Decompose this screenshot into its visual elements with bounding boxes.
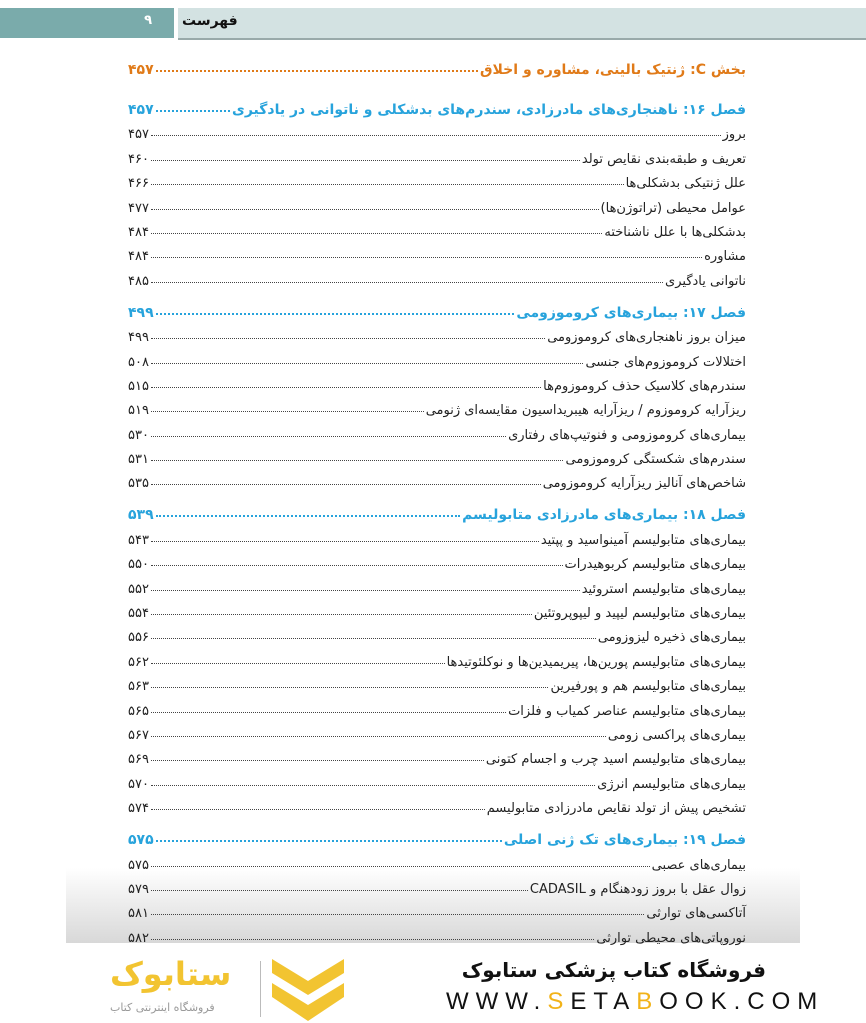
dot-leader xyxy=(151,712,506,713)
dot-leader xyxy=(151,614,532,615)
toc-entry[interactable] xyxy=(128,191,746,215)
toc-entry-page: ۵۱۵ xyxy=(128,378,149,394)
toc-entry-title: بدشکلی‌ها با علل ناشناخته xyxy=(604,224,746,240)
toc-entry-title: بیماری‌های متابولیسم عناصر کمیاب و فلزات xyxy=(508,703,746,719)
toc-entry[interactable] xyxy=(128,264,746,288)
toc-entry[interactable] xyxy=(128,216,746,240)
toc-entry-page: ۵۵۰ xyxy=(128,557,149,573)
logo-subtitle: فروشگاه اینترنتی کتاب xyxy=(110,1001,215,1014)
logo-divider xyxy=(260,961,261,1017)
dot-leader xyxy=(151,687,549,688)
toc-entry[interactable] xyxy=(128,240,746,264)
toc-entry-page: ۵۴۳ xyxy=(128,532,149,548)
toc-entry[interactable] xyxy=(128,597,746,621)
toc-entry-title: نوروپاتی‌های محیطی توارثی xyxy=(596,930,746,946)
toc-entry-page: ۴۶۶ xyxy=(128,176,149,192)
table-of-contents xyxy=(128,52,746,946)
toc-entry-title: سندرم‌های شکستگی کروموزومی xyxy=(565,452,746,468)
toc-entry[interactable] xyxy=(128,645,746,669)
toc-entry-title: زوال عقل با بروز زودهنگام و CADASIL xyxy=(529,881,746,897)
toc-entry-title: بیماری‌های متابولیسم پورین‌ها، پیریمیدین‌ها و نوکلئوتیدها xyxy=(446,654,746,670)
toc-entry[interactable] xyxy=(128,345,746,369)
toc-entry-title: ناتوانی یادگیری xyxy=(665,273,746,289)
chapter-heading[interactable] xyxy=(128,497,746,523)
toc-entry-page: ۵۱۹ xyxy=(128,403,149,419)
dot-leader xyxy=(151,484,541,485)
toc-entry-page: ۵۳۵ xyxy=(128,476,149,492)
shop-name: فروشگاه کتاب پزشکی ستابوک xyxy=(461,958,766,982)
toc-entry[interactable] xyxy=(128,694,746,718)
toc-entry-title: بیماری‌های پراکسی زومی xyxy=(607,727,746,743)
toc-entry[interactable] xyxy=(128,118,746,142)
part-page: ۴۵۷ xyxy=(128,62,154,78)
toc-entry-title: تشخیص پیش از تولد نقایص مادرزادی متابولیسم xyxy=(486,801,746,817)
dot-leader xyxy=(151,638,596,639)
toc-entry-page: ۵۷۴ xyxy=(128,801,149,817)
toc-entry-title: شاخص‌های آنالیز ریزآرایه کروموزومی xyxy=(542,476,746,492)
toc-entry-title: مشاوره xyxy=(704,249,746,265)
toc-entry-title: بیماری‌های متابولیسم اسید چرب و اجسام کتونی xyxy=(485,752,746,768)
toc-entry-page: ۵۰۸ xyxy=(128,354,149,370)
dot-leader xyxy=(151,939,594,940)
dot-leader xyxy=(151,436,506,437)
dot-leader xyxy=(151,460,564,461)
header-title: فهرست xyxy=(182,13,238,29)
toc-entry[interactable] xyxy=(128,873,746,897)
toc-entry[interactable] xyxy=(128,443,746,467)
dot-leader xyxy=(151,338,545,339)
dot-leader xyxy=(151,541,539,542)
toc-entry-title: بیماری‌های ذخیره لیزوزومی xyxy=(597,630,746,646)
toc-entry-title: آتاکسی‌های توارثی xyxy=(646,906,746,922)
toc-entry-page: ۵۵۶ xyxy=(128,630,149,646)
toc-entry-title: عوامل محیطی (تراتوژن‌ها) xyxy=(600,200,746,216)
toc-entry-title: سندرم‌های کلاسیک حذف کروموزوم‌ها xyxy=(543,378,746,394)
toc-entry-title: بیماری‌های کروموزومی و فنوتیپ‌های رفتاری xyxy=(508,427,746,443)
toc-entry-page: ۵۶۹ xyxy=(128,752,149,768)
toc-entry[interactable] xyxy=(128,848,746,872)
toc-entry-title: بیماری‌های متابولیسم انرژی xyxy=(597,776,746,792)
toc-entry[interactable] xyxy=(128,897,746,921)
toc-entry[interactable] xyxy=(128,572,746,596)
dot-leader xyxy=(156,110,230,112)
dot-leader xyxy=(156,313,515,315)
chevron-logo-icon xyxy=(272,959,344,1021)
dot-leader xyxy=(151,890,528,891)
toc-entry-title: بیماری‌های متابولیسم آمینواسید و پپتید xyxy=(540,532,746,548)
url-part: S xyxy=(547,988,571,1015)
toc-entry-page: ۵۸۲ xyxy=(128,930,149,946)
dot-leader xyxy=(151,866,650,867)
toc-entry-page: ۵۷۰ xyxy=(128,776,149,792)
dot-leader xyxy=(151,411,424,412)
dot-leader xyxy=(151,809,485,810)
toc-entry-page: ۴۵۷ xyxy=(128,127,149,143)
toc-entry-title: بیماری‌های متابولیسم هم و پورفیرین xyxy=(550,679,746,695)
dot-leader xyxy=(151,565,563,566)
toc-entry-page: ۴۶۰ xyxy=(128,151,149,167)
toc-entry-page: ۵۶۷ xyxy=(128,727,149,743)
dot-leader xyxy=(151,135,721,136)
toc-entry[interactable] xyxy=(128,792,746,816)
dot-leader xyxy=(151,760,484,761)
dot-leader xyxy=(151,209,599,210)
toc-entry[interactable] xyxy=(128,743,746,767)
toc-entry-page: ۵۵۲ xyxy=(128,581,149,597)
logo-text: ستابوک xyxy=(110,955,232,993)
toc-entry-title: بیماری‌های متابولیسم کربوهیدرات xyxy=(564,557,746,573)
page-header xyxy=(0,8,866,38)
toc-entry[interactable] xyxy=(128,621,746,645)
toc-entry-page: ۴۸۴ xyxy=(128,249,149,265)
toc-entry-page: ۵۳۱ xyxy=(128,452,149,468)
toc-entry-page: ۵۶۳ xyxy=(128,679,149,695)
toc-entry-title: تعریف و طبقه‌بندی نقایص تولد xyxy=(581,151,746,167)
chapter-heading-page: ۵۳۹ xyxy=(128,507,154,524)
toc-entry[interactable] xyxy=(128,719,746,743)
toc-entry-page: ۴۸۴ xyxy=(128,224,149,240)
dot-leader xyxy=(151,590,580,591)
chapter-heading-page: ۵۷۵ xyxy=(128,832,154,849)
chapter-heading-title: فصل ۱۶: ناهنجاری‌های مادرزادی، سندرم‌های بدشکلی و ناتوانی در یادگیری xyxy=(232,102,746,118)
header-title-box xyxy=(178,8,866,40)
dot-leader xyxy=(151,184,624,185)
dot-leader xyxy=(151,160,580,161)
chapter-heading[interactable] xyxy=(128,295,746,321)
toc-entry-page: ۴۹۹ xyxy=(128,330,149,346)
dot-leader xyxy=(151,233,602,234)
chapter-heading-title: فصل ۱۹: بیماری‌های تک ژنی اصلی xyxy=(503,832,746,849)
chapter-heading-title: فصل ۱۷: بیماری‌های کروموزومی xyxy=(516,304,746,321)
setabook-logo xyxy=(100,955,350,1023)
toc-entry[interactable] xyxy=(128,418,746,442)
chapter-heading-title: فصل ۱۸: بیماری‌های مادرزادی متابولیسم xyxy=(462,507,746,524)
toc-entry-title: ریزآرایه کروموزوم / ریزآرایه هیبریداسیون مقایسه‌ای ژنومی xyxy=(425,403,746,419)
page-number-box xyxy=(0,8,174,38)
part-title: بخش C: ژنتیک بالینی، مشاوره و اخلاق xyxy=(480,62,746,78)
toc-entry-title: بیماری‌های متابولیسم لیپید و لیپوپروتئین xyxy=(533,606,746,622)
toc-entry-title: علل ژنتیکی بدشکلی‌ها xyxy=(625,176,746,192)
part-heading[interactable] xyxy=(128,52,746,78)
toc-entry-page: ۵۳۰ xyxy=(128,427,149,443)
toc-entry-page: ۵۷۵ xyxy=(128,857,149,873)
toc-entry-page: ۴۸۵ xyxy=(128,273,149,289)
dot-leader xyxy=(156,515,460,517)
toc-entry[interactable] xyxy=(128,921,746,945)
chapter-heading[interactable] xyxy=(128,822,746,848)
dot-leader xyxy=(151,282,663,283)
dot-leader xyxy=(156,840,502,842)
toc-entry-page: ۵۶۵ xyxy=(128,703,149,719)
toc-entry-page: ۵۵۴ xyxy=(128,606,149,622)
toc-entry[interactable] xyxy=(128,167,746,191)
toc-entry[interactable] xyxy=(128,370,746,394)
chapter-heading-page: ۴۹۹ xyxy=(128,304,154,321)
toc-entry-page: ۵۷۹ xyxy=(128,881,149,897)
page-number: ۹ xyxy=(144,13,152,28)
toc-entry-page: ۵۶۲ xyxy=(128,654,149,670)
dot-leader xyxy=(156,70,478,72)
toc-entry-title: بیماری‌های متابولیسم استروئید xyxy=(581,581,746,597)
toc-entry-title: بروز xyxy=(722,127,746,143)
toc-entry[interactable] xyxy=(128,548,746,572)
toc-entry-title: اختلالات کروموزوم‌های جنسی xyxy=(585,354,746,370)
toc-entry-page: ۵۸۱ xyxy=(128,906,149,922)
website-url[interactable] xyxy=(446,988,824,1016)
url-part: ETA xyxy=(570,988,637,1015)
toc-entry[interactable] xyxy=(128,523,746,547)
chapter-heading[interactable] xyxy=(128,92,746,118)
toc-entry[interactable] xyxy=(128,467,746,491)
dot-leader xyxy=(151,663,445,664)
dot-leader xyxy=(151,363,583,364)
chapter-heading-page: ۴۵۷ xyxy=(128,102,154,118)
toc-entry[interactable] xyxy=(128,670,746,694)
footer xyxy=(0,945,866,1023)
toc-entry[interactable] xyxy=(128,321,746,345)
dot-leader xyxy=(151,736,606,737)
dot-leader xyxy=(151,914,644,915)
url-part: B xyxy=(636,988,660,1015)
toc-entry-page: ۴۷۷ xyxy=(128,200,149,216)
toc-entry[interactable] xyxy=(128,767,746,791)
url-part: WWW. xyxy=(446,988,548,1015)
dot-leader xyxy=(151,257,702,258)
dot-leader xyxy=(151,785,595,786)
dot-leader xyxy=(151,387,541,388)
url-part: OOK.COM xyxy=(659,988,825,1015)
toc-entry-title: میزان بروز ناهنجاری‌های کروموزومی xyxy=(547,330,746,346)
toc-entry[interactable] xyxy=(128,394,746,418)
toc-entry[interactable] xyxy=(128,142,746,166)
toc-entry-title: بیماری‌های عصبی xyxy=(651,857,746,873)
